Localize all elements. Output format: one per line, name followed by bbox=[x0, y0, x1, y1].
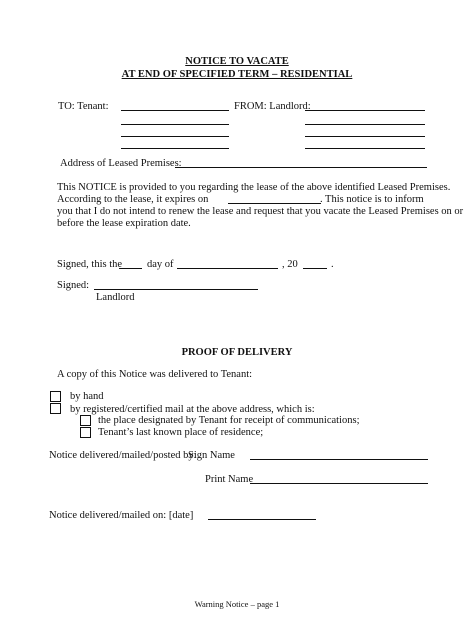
proof-of-delivery-title: PROOF OF DELIVERY bbox=[181, 347, 293, 358]
tenant-name-line-1[interactable] bbox=[121, 110, 229, 111]
sign-name-label: Sign Name bbox=[188, 450, 235, 461]
last-known-residence-label: Tenant’s last known place of residence; bbox=[98, 427, 264, 438]
signed-this-label: Signed, this the bbox=[57, 259, 123, 270]
year-prefix-label: , 20 bbox=[282, 259, 298, 270]
day-of-label: day of bbox=[147, 259, 174, 270]
from-landlord-label: FROM: Landlord: bbox=[234, 101, 311, 112]
address-line[interactable] bbox=[175, 167, 427, 168]
period-label: . bbox=[331, 259, 334, 270]
body-line-1: This NOTICE is provided to you regarding the lease of the above identified Leased Premises. bbox=[57, 182, 451, 193]
landlord-name-line-2[interactable] bbox=[305, 124, 425, 125]
body-line-3: you that I do not intend to renew the lease and request that you vacate the Leased Premises on or bbox=[57, 206, 464, 217]
by-hand-label: by hand bbox=[70, 391, 104, 402]
address-label: Address of Leased Premises: bbox=[60, 158, 182, 169]
copy-delivered-line: A copy of this Notice was delivered to Tenant: bbox=[57, 369, 253, 380]
mailed-on-date-line[interactable] bbox=[208, 519, 316, 520]
by-mail-label: by registered/certified mail at the above address, which is: bbox=[70, 404, 315, 415]
tenant-name-line-2[interactable] bbox=[121, 124, 229, 125]
landlord-name-line-3[interactable] bbox=[305, 136, 425, 137]
tenant-name-line-3[interactable] bbox=[121, 136, 229, 137]
day-line[interactable] bbox=[119, 268, 142, 269]
body-line-2b: . This notice is to inform bbox=[320, 194, 424, 205]
to-tenant-label: TO: Tenant: bbox=[58, 101, 109, 112]
designated-place-label: the place designated by Tenant for receipt of communications; bbox=[98, 415, 360, 426]
tenant-name-line-4[interactable] bbox=[121, 148, 229, 149]
landlord-caption: Landlord bbox=[96, 292, 135, 303]
print-name-line[interactable] bbox=[250, 483, 428, 484]
landlord-name-line-4[interactable] bbox=[305, 148, 425, 149]
landlord-name-line-1[interactable] bbox=[305, 110, 425, 111]
body-line-4: before the lease expiration date. bbox=[57, 218, 191, 229]
by-mail-checkbox[interactable] bbox=[50, 403, 61, 414]
last-known-residence-checkbox[interactable] bbox=[80, 427, 91, 438]
year-line[interactable] bbox=[303, 268, 327, 269]
page-footer: Warning Notice – page 1 bbox=[194, 599, 280, 609]
sign-name-line[interactable] bbox=[250, 459, 428, 460]
title-line-2: AT END OF SPECIFIED TERM – RESIDENTIAL bbox=[121, 69, 353, 80]
designated-place-checkbox[interactable] bbox=[80, 415, 91, 426]
title-line-1: NOTICE TO VACATE bbox=[185, 56, 289, 67]
expiry-date-line[interactable] bbox=[228, 203, 321, 204]
signed-label: Signed: bbox=[57, 280, 90, 291]
print-name-label: Print Name bbox=[205, 474, 254, 485]
by-hand-checkbox[interactable] bbox=[50, 391, 61, 402]
posted-by-label: Notice delivered/mailed/posted by: bbox=[49, 450, 197, 461]
month-line[interactable] bbox=[177, 268, 278, 269]
body-line-2a: According to the lease, it expires on bbox=[57, 194, 209, 205]
mailed-on-label: Notice delivered/mailed on: [date] bbox=[49, 510, 194, 521]
landlord-signature-line[interactable] bbox=[94, 289, 258, 290]
